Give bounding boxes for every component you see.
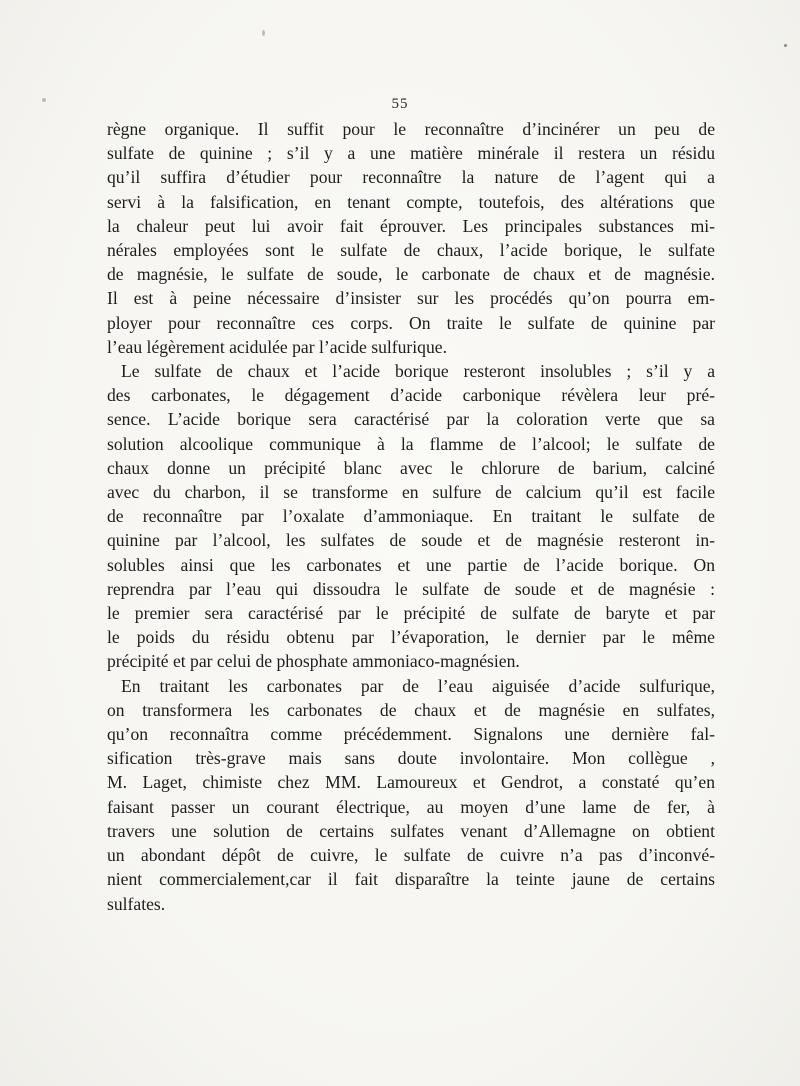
text-line: faisant passer un courant électrique, au moyen d’une lame de fer, à: [107, 796, 715, 817]
text-line: avec du charbon, il se transforme en sulfure de calcium qu’il est facile: [107, 482, 715, 503]
text-line: sence. L’acide borique sera caractérisé par la coloration verte que sa: [107, 409, 715, 430]
text-line: servi à la falsification, en tenant compte, toutefois, des altérations que: [107, 191, 715, 212]
paragraph: [107, 674, 715, 916]
text-line: sulfate de quinine ; s’il y a une matière minérale il restera un résidu: [107, 143, 715, 164]
text-line: on transformera les carbonates de chaux et de magnésie en sulfates,: [107, 699, 715, 720]
text-line: des carbonates, le dégagement d’acide carbonique révèlera leur pré-: [107, 385, 715, 406]
paper-speck: [784, 44, 787, 47]
text-line: sulfates.: [107, 893, 166, 914]
page-number: 55: [391, 96, 409, 112]
text-line: qu’on reconnaîtra comme précédemment. Signalons une dernière fal-: [107, 724, 715, 745]
paper-speck: [262, 30, 265, 36]
body-text: [107, 117, 715, 916]
text-line: travers une solution de certains sulfates venant d’Allemagne on obtient: [107, 820, 715, 841]
text-line: précipité et par celui de phosphate ammoniaco-magnésien.: [107, 651, 520, 672]
text-line: nient commercialement,car il fait disparaître la teinte jaune de certains: [107, 869, 715, 890]
text-line: un abondant dépôt de cuivre, le sulfate de cuivre n’a pas d’inconvé-: [107, 845, 715, 866]
text-line: nérales employées sont le sulfate de chaux, l’acide borique, le sulfate: [107, 240, 715, 261]
text-line: Il est à peine nécessaire d’insister sur les procédés qu’on pourra em-: [107, 288, 715, 309]
text-line: chaux donne un précipité blanc avec le chlorure de barium, calciné: [107, 457, 715, 478]
text-line: Le sulfate de chaux et l’acide borique resteront insolubles ; s’il y a: [121, 361, 715, 382]
paragraph: [107, 359, 715, 674]
text-line: de magnésie, le sulfate de soude, le carbonate de chaux et de magnésie.: [107, 264, 715, 285]
text-line: ployer pour reconnaître ces corps. On traite le sulfate de quinine par: [107, 312, 715, 333]
paragraph: [107, 117, 715, 359]
text-line: solubles ainsi que les carbonates et une partie de l’acide borique. On: [107, 554, 715, 575]
text-line: le premier sera caractérisé par le précipité de sulfate de baryte et par: [107, 603, 715, 624]
text-line: l’eau légèrement acidulée par l’acide sulfurique.: [107, 336, 447, 357]
text-line: reprendra par l’eau qui dissoudra le sulfate de soude et de magnésie :: [107, 578, 715, 599]
text-line: de reconnaître par l’oxalate d’ammoniaque. En traitant le sulfate de: [107, 506, 715, 527]
text-line: sification très-grave mais sans doute involontaire. Mon collègue ,: [107, 748, 715, 769]
text-line: règne organique. Il suffit pour le reconnaître d’incinérer un peu de: [107, 119, 715, 139]
text-line: En traitant les carbonates par de l’eau aiguisée d’acide sulfurique,: [121, 675, 715, 696]
text-line: le poids du résidu obtenu par l’évaporation, le dernier par le même: [107, 627, 715, 648]
text-line: quinine par l’alcool, les sulfates de soude et de magnésie resteront in-: [107, 530, 715, 551]
text-line: M. Laget, chimiste chez MM. Lamoureux et Gendrot, a constaté qu’en: [107, 772, 715, 793]
text-line: solution alcoolique communique à la flamme de l’alcool; le sulfate de: [107, 433, 715, 454]
text-line: qu’il suffira d’étudier pour reconnaître la nature de l’agent qui a: [107, 167, 715, 188]
text-line: la chaleur peut lui avoir fait éprouver. Les principales substances mi-: [107, 215, 715, 236]
